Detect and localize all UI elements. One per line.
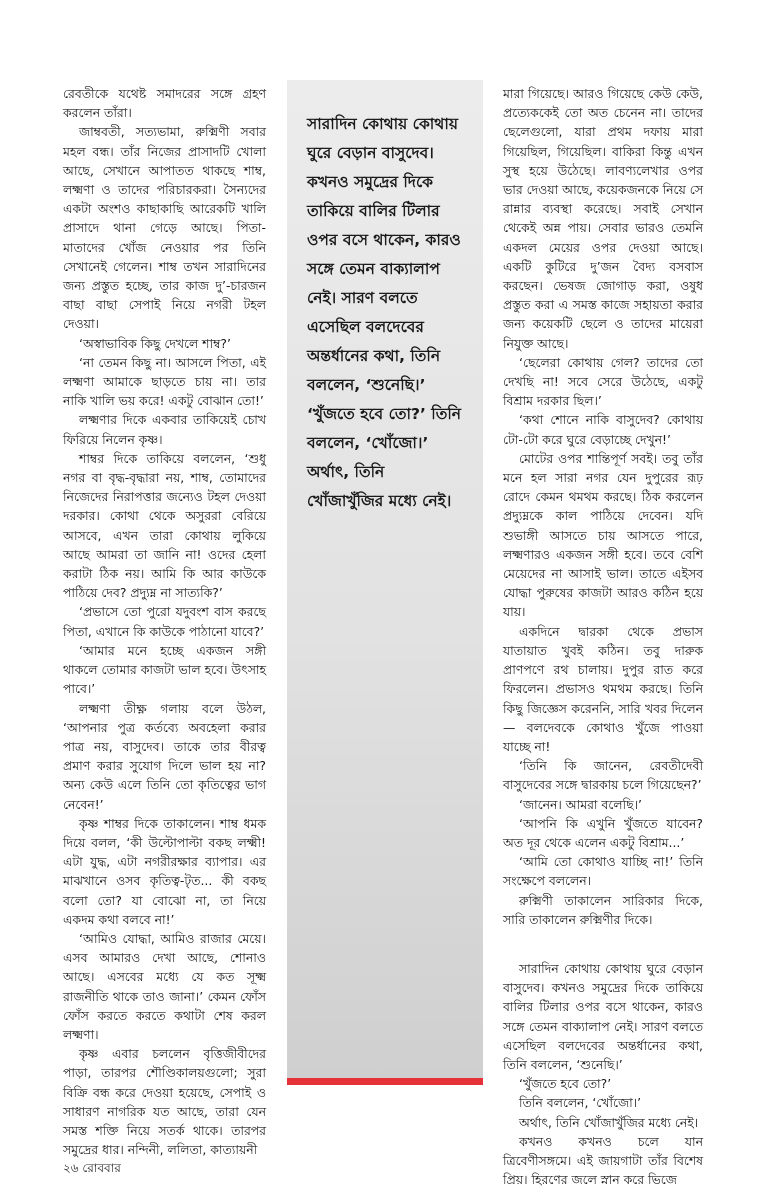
paragraph: ‘আমিও যোদ্ধা, আমিও রাজার মেয়ে। এসব আমারও দেখা আছে, শোনাও আছে। এসবের মধ্যে যে কত সূক্ষ্ম রাজনীতি থাকে তাও জানা।’ কেমন ফোঁস ফোঁস করতে করতে কথাটা শেষ করল লক্ষ্মণা। <box>63 930 266 1042</box>
paragraph: শাম্বর দিকে তাকিয়ে বললেন, ‘শুধু নগর বা বৃদ্ধ-বৃদ্ধারা নয়, শাম্ব, তোমাদের নিজেদের নিরাপত্তার জন্যেও টহল দেওয়া দরকার। কোথা থেকে অসুররা বেরিয়ে আসবে, এখন তারা কোথায় লুকিয়ে আছে আমরা তা জানি না! ওদের হেলা করাটা ঠিক নয়। আমি কি আর কাউকে পাঠিয়ে দেব? প্রদ্যুম্ন না সাত্যকি?’ <box>63 450 266 601</box>
paragraph: একদিনে দ্বারকা থেকে প্রভাস যাতায়াত খুবই কঠিন। তবু দারুক প্রাণপণে রথ চালায়। দুপুর রাত করে ফিরলেন। প্রভাসও থমথম করছে। তিনি কিছু জিজ্ঞেস করেননি, সারি খবর দিলেন— বলদেবকে কোথাও খুঁজে পাওয়া যাচ্ছে না! <box>503 623 703 754</box>
paragraph: ‘কথা শোনে নাকি বাসুদেব? কোথায় টো-টো করে ঘুরে বেড়াচ্ছে দেখুন!’ <box>503 412 703 447</box>
paragraph: কখনও কখনও চলে যান ত্রিবেণীসঙ্গমে। এই জায়গাটা তাঁর বিশেষ প্রিয়। হিরণের জলে স্নান করে ভিজে <box>503 1133 703 1188</box>
paragraph: ‘অস্বাভাবিক কিছু দেখলে শাম্ব?’ <box>79 335 231 351</box>
paragraph: রেবতীকে যথেষ্ট সমাদরের সঙ্গে গ্রহণ করলেন তাঁরা। <box>63 86 266 121</box>
paragraph: লক্ষ্মণা তীক্ষ্ণ গলায় বলে উঠল, ‘আপনার পুত্র কর্তব্যে অবহেলা করার পাত্র নয়, বাসুদেব। তাকে তার বীরত্ব প্রমাণ করার সুযোগ দিলে ভাল হয় না? অন্য কেউ এলে তিনি তো কৃতিত্বের ভাগ নেবেন!’ <box>63 700 266 812</box>
paragraph: জাম্ববতী, সত্যভামা, রুক্মিণী সবার মহল বন্ধ। তাঁর নিজের প্রাসাদটি খোলা আছে, সেখানে আপাতত থাকছে শাম্ব, লক্ষ্মণা ও তাদের পরিচারকরা। সৈন্যদের একটা অংশও কাছাকাছি আরেকটি খালি প্রাসাদে থানা গেড়ে আছে। পিতা-মাতাদের খোঁজ নেওয়ার পর তিনি সেখানেই গেলেন। শাম্ব তখন সারাদিনের জন্য প্রস্তুত হচ্ছে, তার কাজ দু’-চারজন বাছা বাছা সেপাই নিয়ে নগরী টহল দেওয়া। <box>63 124 266 332</box>
section-break <box>503 929 703 959</box>
paragraph: ‘না তেমন কিছু না। আসলে পিতা, এই লক্ষ্মণা আমাকে ছাড়তে চায় না। তার নাকি খালি ভয় করে! একটু বোঝান তো!’ <box>63 354 266 409</box>
right-column <box>503 84 703 1188</box>
paragraph: তিনি বললেন, ‘খোঁজো।’ <box>519 1095 642 1111</box>
paragraph: ‘তিনি কি জানেন, রেবতীদেবী বাসুদেবের সঙ্গে দ্বারকায় চলে গিয়েছেন?’ <box>503 758 703 793</box>
paragraph: কৃষ্ণ শাম্বর দিকে তাকালেন। শাম্ব ধমক দিয়ে বলল, ‘কী উল্টোপাল্টা বকছ লক্ষ্মী! এটা যুদ্ধ, এটা নগরীরক্ষার ব্যাপার। এর মাঝখানে ওসব কৃতিত্ব-টৃত... কী বকছ বলো তো? যা বোঝো না, তা নিয়ে একদম কথা বলবে না!’ <box>63 815 266 927</box>
paragraph: অর্থাৎ, তিনি খোঁজাখুঁজির মধ্যে নেই। <box>519 1114 699 1130</box>
pull-quote-accent-bar <box>287 1078 483 1085</box>
paragraph: মারা গিয়েছে। আরও গিয়েছে কেউ কেউ, প্রত্যেককেই তো অত চেনেন না। তাদের ছেলেগুলো, যারা প্রথম দফায় মারা গিয়েছিল, গিয়েছিল। বাকিরা কিন্তু এখন সুস্থ হয়ে উঠেছে। লাবণ্যলেখার ওপর ভার দেওয়া আছে, কয়েকজনকে নিয়ে সে রান্নার ব্যবস্থা করেছে। সবাই সেখান থেকেই অন্ন পায়। সেবার ভারও তেমনি একদল মেয়ের ওপর দেওয়া আছে। একটি কুটিরে দু’জন বৈদ্য বসবাস করছেন। ভেষজ জোগাড় করা, ওষুধ প্রস্তুত করা এ সমস্ত কাজে সহায়তা করার জন্য কয়েকটি ছেলে ও তাদের মায়েরা নিযুক্ত আছে। <box>503 86 703 351</box>
paragraph: মোটের ওপর শান্তিপূর্ণ সবই। তবু তাঁর মনে হল সারা নগর যেন দুপুরের রূঢ় রোদে কেমন থমথম করছে। ঠিক করলেন প্রদ্যুম্নকে কাল পাঠিয়ে দেবেন। যদি শুভাঙ্গী আসতে চায় আসতে পারে, লক্ষ্মণারও একজন সঙ্গী হবে। তবে বেশি মেয়েদের না আসাই ভাল। তাতে এইসব যোদ্ধা পুরুষের কাজটা আরও কঠিন হয়ে যায়। <box>503 450 703 620</box>
paragraph: রুক্মিণী তাকালেন সারিকার দিকে, সারি তাকালেন রুক্মিণীর দিকে। <box>503 892 703 927</box>
paragraph: ‘আমার মনে হচ্ছে একজন সঙ্গী থাকলে তোমার কাজটা ভাল হবে। উৎসাহ পাবে।’ <box>63 642 266 697</box>
pull-quote: সারাদিন কোথায় কোথায় ঘুরে বেড়ান বাসুদেব। কখনও সমুদ্রের দিকে তাকিয়ে বালির টিলার ওপর বসে থাকেন, কারও সঙ্গে তেমন বাক্যালাপ নেই। সারণ বলতে এসেছিল বলদেবের অন্তর্ধানের কথা, তিনি বললেন, ‘শুনেছি।’ ‘খুঁজতে হবে তো?’ তিনি বললেন, ‘খোঁজো।’ অর্থাৎ, তিনি খোঁজাখুঁজির মধ্যে নেই। <box>307 115 462 510</box>
paragraph: ‘প্রভাসে তো পুরো যদুবংশ বাস করছে পিতা, এখানে কি কাউকে পাঠানো যাবে?’ <box>63 604 266 639</box>
paragraph: ‘ছেলেরা কোথায় গেল? তাদের তো দেখছি না! সবে সেরে উঠেছে, একটু বিশ্রাম দরকার ছিল।’ <box>503 354 703 409</box>
paragraph: ‘খুঁজতে হবে তো?’ <box>519 1076 612 1092</box>
paragraph: ‘আপনি কি এখুনি খুঁজতে যাবেন? অত দূর থেকে এলেন একটু বিশ্রাম...’ <box>503 815 703 850</box>
paragraph: লক্ষ্মণার দিকে একবার তাকিয়েই চোখ ফিরিয়ে নিলেন কৃষ্ণ। <box>63 412 266 447</box>
pull-quote-panel <box>287 80 483 1078</box>
page-footer: ২৬ রোববার <box>63 1161 121 1175</box>
paragraph: কৃষ্ণ এবার চললেন বৃত্তিজীবীদের পাড়া, তারপর শৌণ্ডিকালয়গুলো; সুরা বিক্রি বন্ধ করে দেওয়া হয়েছে, সেপাই ও সাধারণ নাগরিক যত আছে, তারা যেন সমস্ত শক্তি নিয়ে সতর্ক থাকে। তারপর সমুদ্রের ধার। নন্দিনী, ললিতা, কাত্যায়নী <box>63 1046 266 1158</box>
paragraph: ‘আমি তো কোথাও যাচ্ছি না!’ তিনি সংক্ষেপে বললেন। <box>503 854 703 889</box>
paragraph: ‘জানেন। আমরা বলেছি।’ <box>519 796 642 812</box>
paragraph: সারাদিন কোথায় কোথায় ঘুরে বেড়ান বাসুদেব। কখনও সমুদ্রের দিকে তাকিয়ে বালির টিলার ওপর বসে থাকেন, কারও সঙ্গে তেমন বাক্যালাপ নেই। সারণ বলতে এসেছিল বলদেবের অন্তর্ধানের কথা, তিনি বললেন, ‘শুনেছি।’ <box>503 960 703 1072</box>
left-column <box>63 84 266 1158</box>
